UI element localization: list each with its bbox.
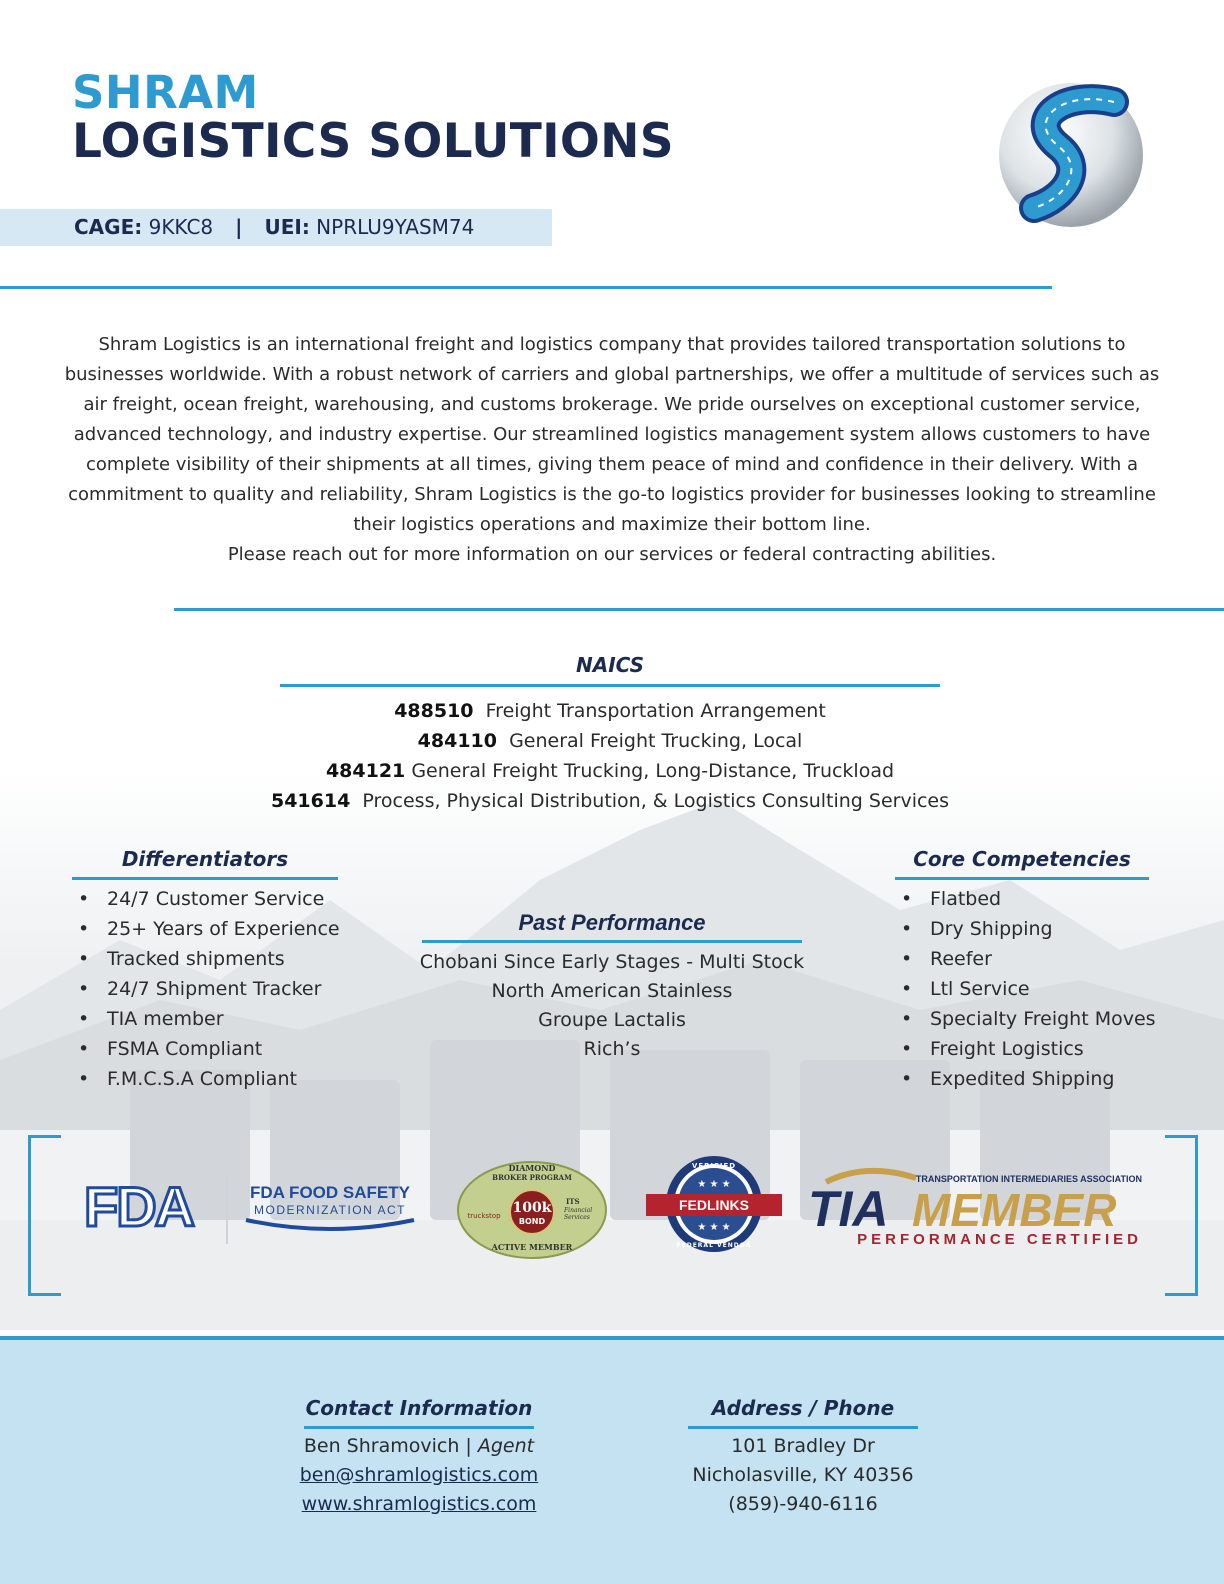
naics-item [180,786,1040,816]
fsma-line2: MODERNIZATION ACT [254,1203,406,1217]
company-description [60,330,1164,570]
truckstop-its1: ITS [566,1197,580,1206]
past-performance-underline [422,940,802,943]
list-item: • 25+ Years of Experience [72,914,340,944]
naics-underline [280,684,940,687]
header-divider [0,286,1052,289]
id-line [74,215,474,239]
list-item: • FSMA Compliant [72,1034,340,1064]
naics-list [180,696,1040,816]
cage-value: 9KKC8 [148,215,214,239]
naics-code: 484121 [325,760,406,782]
list-item: • Specialty Freight Moves [895,1004,1156,1034]
truckstop-bottom: ACTIVE MEMBER [491,1242,573,1252]
svg-text:★ ★ ★: ★ ★ ★ [697,1222,731,1233]
truckstop-top1: DIAMOND [508,1163,556,1173]
contact-name: Ben Shramovich [303,1435,460,1457]
naics-item [180,756,1040,786]
uei-label: UEI: [264,215,310,239]
differentiators-underline [72,877,338,880]
list-item: Chobani Since Early Stages - Multi Stock [419,951,805,973]
past-performance-list [402,948,822,1064]
description-closing: Please reach out for more information on our services or federal contracting abilities. [227,544,997,565]
description-paragraph: Shram Logistics is an international freight and logistics company that provides tailored transportation solutions to businesses worldwide. With a robust network of carriers and global partnerships, we offer a multitude of services such as air freight, ocean freight, warehousing, and customs brokerage. We pride ourselves on exceptional customer service, advanced technology, and industry expertise. Our streamlined logistics management system allows customers to have complete visibility of their shipments at all times, giving them peace of mind and confidence in their delivery. With a commitment to quality and reliability, Shram Logistics is the go-to logistics provider for businesses looking to streamline their logistics operations and maximize their bottom line. [64,334,1160,535]
naics-label: General Freight Trucking, Local [509,730,803,752]
address-block [668,1432,938,1519]
naics-code: 484110 [417,730,497,752]
address-phone: (859)-940-6116 [728,1493,878,1515]
naics-label: General Freight Trucking, Long-Distance, Truckload [411,760,895,782]
list-item: • Expedited Shipping [895,1064,1156,1094]
fsma-logo-icon [242,1180,418,1240]
tia-short: TIA [808,1181,889,1237]
list-item: • Ltl Service [895,974,1156,1004]
naics-heading: NAICS [575,653,645,677]
company-name-line1: SHRAM [72,66,259,119]
past-performance-heading: Past Performance [518,910,706,935]
naics-code: 541614 [270,790,351,812]
company-name-line2: LOGISTICS SOLUTIONS [72,114,674,169]
tia-member: MEMBER [912,1184,1117,1236]
naics-code: 488510 [394,700,474,722]
fedlinks-bottom: FEDERAL VENDOR [676,1242,752,1249]
naics-item [180,696,1040,726]
truckstop-amount: 100k [512,1200,552,1216]
address-street: 101 Bradley Dr [731,1435,875,1457]
company-logo-icon [996,80,1146,230]
contact-email-link[interactable]: ben@shramlogistics.com [299,1464,539,1486]
fedlinks-top: VERIFIED [691,1162,737,1170]
tia-member-badge-icon [806,1164,1146,1254]
badges-bracket-right [1165,1135,1198,1296]
list-item: • Freight Logistics [895,1034,1156,1064]
differentiators-heading: Differentiators [121,847,289,871]
contact-divider: | [465,1435,472,1457]
list-item: • Dry Shipping [895,914,1156,944]
list-item: • Flatbed [895,884,1156,914]
address-heading: Address / Phone [711,1396,895,1420]
tia-certified: PERFORMANCE CERTIFIED [857,1231,1142,1248]
truckstop-bond-badge-icon [456,1160,608,1260]
fda-text: FDA [84,1176,194,1236]
contact-website-link[interactable]: www.shramlogistics.com [301,1493,537,1515]
address-city: Nicholasville, KY 40356 [692,1464,914,1486]
list-item: • 24/7 Shipment Tracker [72,974,340,1004]
naics-label: Freight Transportation Arrangement [485,700,826,722]
cage-label: CAGE: [74,215,143,239]
truckstop-its2: Financial [564,1207,593,1214]
fda-divider [226,1176,228,1244]
list-item: • 24/7 Customer Service [72,884,340,914]
list-item: • Reefer [895,944,1156,974]
list-item: Groupe Lactalis [538,1009,686,1031]
truckstop-bond: BOND [518,1217,546,1226]
truckstop-brand: truckstop [467,1212,501,1220]
fedlinks-badge-icon [646,1154,782,1254]
list-item: • Tracked shipments [72,944,340,974]
naics-label: Process, Physical Distribution, & Logistics Consulting Services [362,790,950,812]
badges-bracket-left [28,1135,61,1296]
fsma-line1: FDA FOOD SAFETY [250,1183,410,1202]
contact-role: Agent [477,1435,535,1457]
fda-logo-icon [82,1176,212,1236]
contact-heading: Contact Information [305,1396,533,1420]
truckstop-top2: BROKER PROGRAM [492,1173,572,1182]
list-item: Rich’s [583,1038,641,1060]
contact-underline [304,1426,534,1429]
naics-item [180,726,1040,756]
core-competencies-list [895,884,1156,1094]
truckstop-its3: Services [564,1214,590,1221]
id-separator: | [235,215,243,239]
intro-divider [174,608,1224,611]
uei-value: NPRLU9YASM74 [316,215,475,239]
list-item: • TIA member [72,1004,340,1034]
list-item: North American Stainless [491,980,733,1002]
address-underline [688,1426,918,1429]
contact-block [274,1432,564,1519]
core-competencies-heading: Core Competencies [913,847,1131,871]
fedlinks-name: FEDLINKS [679,1197,749,1213]
tia-assoc: TRANSPORTATION INTERMEDIARIES ASSOCIATION [915,1174,1142,1184]
contact-name-line [274,1432,564,1461]
differentiators-list [72,884,340,1094]
svg-text:★ ★ ★: ★ ★ ★ [697,1179,731,1190]
list-item: • F.M.C.S.A Compliant [72,1064,340,1094]
footer-band [0,1340,1224,1584]
core-competencies-underline [895,877,1149,880]
